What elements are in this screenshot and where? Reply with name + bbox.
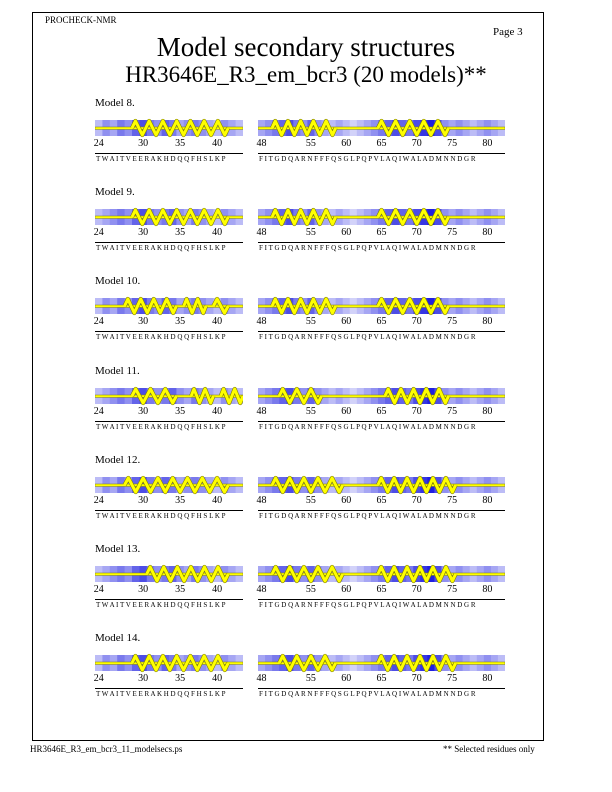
model-label: Model 11. xyxy=(95,364,140,377)
residue-number: 35 xyxy=(175,138,186,149)
residue-number: 80 xyxy=(482,673,493,685)
page-number: Page 3 xyxy=(493,26,523,38)
residue-number: 24 xyxy=(93,227,104,239)
sequence-rule xyxy=(258,331,505,332)
residue-number: 70 xyxy=(411,673,422,685)
residue-number: 35 xyxy=(175,227,186,239)
structure-track xyxy=(258,296,505,316)
residue-sequence: F I T G D Q A R N F F F Q S G L P Q P V L A Q I W A L A D M N N D G R xyxy=(259,155,476,163)
residue-number: 60 xyxy=(341,316,352,328)
residue-number: 30 xyxy=(138,405,149,417)
residue-number: 48 xyxy=(256,227,267,239)
residue-number: 30 xyxy=(138,138,149,149)
sequence-rule xyxy=(95,510,243,511)
residue-number: 40 xyxy=(212,494,223,506)
sequence-rule xyxy=(95,688,243,689)
residue-sequence: F I T G D Q A R N F F F Q S G L P Q P V L A Q I W A L A D M N N D G R xyxy=(259,601,476,609)
residue-number: 55 xyxy=(305,227,316,239)
residue-number: 65 xyxy=(376,138,387,149)
sequence-rule xyxy=(258,153,505,154)
residue-sequence: T W A I T V E E R A K H D Q Q F H S L K P xyxy=(96,244,226,253)
footer-note: ** Selected residues only xyxy=(443,744,535,754)
structure-track xyxy=(258,564,505,584)
sequence-rule xyxy=(258,421,505,422)
residue-sequence: T W A I T V E E R A K H D Q Q F H S L K P xyxy=(96,690,226,699)
residue-number: 24 xyxy=(93,673,104,685)
structure-track xyxy=(258,118,505,138)
residue-number: 30 xyxy=(138,673,149,685)
structure-track xyxy=(95,475,243,495)
residue-number: 70 xyxy=(411,584,422,595)
residue-number: 80 xyxy=(482,405,493,417)
residue-number: 70 xyxy=(411,405,422,417)
residue-sequence: T W A I T V E E R A K H D Q Q F H S L K P xyxy=(96,155,226,163)
residue-number: 70 xyxy=(411,138,422,149)
model-label: Model 14. xyxy=(95,632,141,645)
page-title: Model secondary structures xyxy=(156,32,456,62)
residue-number: 65 xyxy=(376,405,387,417)
residue-number: 35 xyxy=(175,494,186,506)
structure-track xyxy=(258,653,505,673)
residue-number: 48 xyxy=(256,138,267,149)
residue-number: 48 xyxy=(256,584,267,595)
residue-number: 30 xyxy=(138,494,149,506)
residue-number: 55 xyxy=(305,494,316,506)
program-name: PROCHECK-NMR xyxy=(45,15,117,25)
structure-track xyxy=(95,118,243,138)
residue-number: 65 xyxy=(376,494,387,506)
structure-track xyxy=(95,207,243,227)
residue-number: 35 xyxy=(175,316,186,328)
model-label: Model 10. xyxy=(95,275,141,288)
page-subtitle: HR3646E_R3_em_bcr3 (20 models)** xyxy=(125,62,487,87)
residue-number: 40 xyxy=(212,316,223,328)
residue-number: 60 xyxy=(341,673,352,685)
residue-number: 48 xyxy=(256,405,267,417)
model-label: Model 8. xyxy=(95,97,135,109)
sequence-rule xyxy=(258,688,505,689)
residue-number: 60 xyxy=(341,138,352,149)
residue-number: 48 xyxy=(256,673,267,685)
residue-number: 24 xyxy=(93,316,104,328)
sequence-rule xyxy=(95,331,243,332)
sequence-rule xyxy=(258,599,505,600)
residue-sequence: F I T G D Q A R N F F F Q S G L P Q P V L A Q I W A L A D M N N D G R xyxy=(259,422,476,431)
residue-number: 48 xyxy=(256,494,267,506)
residue-number: 65 xyxy=(376,584,387,595)
structure-track xyxy=(258,475,505,495)
residue-number: 65 xyxy=(376,673,387,685)
residue-number: 40 xyxy=(212,138,223,149)
residue-number: 35 xyxy=(175,584,186,595)
residue-number: 55 xyxy=(305,405,316,417)
residue-sequence: T W A I T V E E R A K H D Q Q F H S L K P xyxy=(96,511,226,520)
residue-number: 30 xyxy=(138,316,149,328)
residue-sequence: F I T G D Q A R N F F F Q S G L P Q P V L A Q I W A L A D M N N D G R xyxy=(259,690,476,699)
residue-number: 40 xyxy=(212,584,223,595)
residue-number: 55 xyxy=(305,138,316,149)
residue-number: 75 xyxy=(447,584,458,595)
residue-number: 75 xyxy=(447,673,458,685)
residue-sequence: T W A I T V E E R A K H D Q Q F H S L K P xyxy=(96,333,226,342)
structure-track xyxy=(95,296,243,316)
residue-sequence: T W A I T V E E R A K H D Q Q F H S L K P xyxy=(96,422,226,431)
residue-number: 24 xyxy=(93,584,104,595)
residue-number: 75 xyxy=(447,494,458,506)
structure-track xyxy=(258,386,505,406)
residue-number: 70 xyxy=(411,227,422,239)
structure-track xyxy=(95,386,243,406)
residue-number: 48 xyxy=(256,316,267,328)
residue-number: 30 xyxy=(138,584,149,595)
residue-number: 80 xyxy=(482,316,493,328)
residue-number: 60 xyxy=(341,227,352,239)
residue-number: 55 xyxy=(305,316,316,328)
sequence-rule xyxy=(95,153,243,154)
model-label: Model 13. xyxy=(95,543,141,555)
structure-track xyxy=(258,207,505,227)
residue-number: 65 xyxy=(376,316,387,328)
residue-number: 75 xyxy=(447,227,458,239)
sequence-rule xyxy=(95,599,243,600)
residue-number: 60 xyxy=(341,405,352,417)
footer-filename: HR3646E_R3_em_bcr3_11_modelsecs.ps xyxy=(30,744,183,754)
residue-number: 40 xyxy=(212,673,223,685)
residue-number: 24 xyxy=(93,494,104,506)
residue-number: 80 xyxy=(482,494,493,506)
sequence-rule xyxy=(258,510,505,511)
residue-number: 24 xyxy=(93,138,104,149)
structure-track xyxy=(95,564,243,584)
residue-number: 40 xyxy=(212,227,223,239)
residue-number: 40 xyxy=(212,405,223,417)
residue-number: 75 xyxy=(447,316,458,328)
residue-number: 75 xyxy=(447,138,458,149)
residue-number: 30 xyxy=(138,227,149,239)
model-label: Model 9. xyxy=(95,186,135,199)
residue-number: 55 xyxy=(305,673,316,685)
residue-number: 35 xyxy=(175,405,186,417)
sequence-rule xyxy=(95,242,243,243)
residue-number: 35 xyxy=(175,673,186,685)
residue-sequence: F I T G D Q A R N F F F Q S G L P Q P V L A Q I W A L A D M N N D G R xyxy=(259,511,476,520)
residue-number: 24 xyxy=(93,405,104,417)
sequence-rule xyxy=(258,242,505,243)
residue-sequence: F I T G D Q A R N F F F Q S G L P Q P V L A Q I W A L A D M N N D G R xyxy=(259,333,476,342)
residue-number: 80 xyxy=(482,227,493,239)
residue-number: 80 xyxy=(482,584,493,595)
residue-number: 65 xyxy=(376,227,387,239)
residue-sequence: F I T G D Q A R N F F F Q S G L P Q P V L A Q I W A L A D M N N D G R xyxy=(259,244,476,253)
residue-number: 55 xyxy=(305,584,316,595)
residue-number: 60 xyxy=(341,584,352,595)
residue-sequence: T W A I T V E E R A K H D Q Q F H S L K P xyxy=(96,601,226,609)
residue-number: 75 xyxy=(447,405,458,417)
residue-number: 70 xyxy=(411,494,422,506)
residue-number: 70 xyxy=(411,316,422,328)
residue-number: 80 xyxy=(482,138,493,149)
structure-track xyxy=(95,653,243,673)
model-label: Model 12. xyxy=(95,453,141,466)
residue-number: 60 xyxy=(341,494,352,506)
sequence-rule xyxy=(95,421,243,422)
